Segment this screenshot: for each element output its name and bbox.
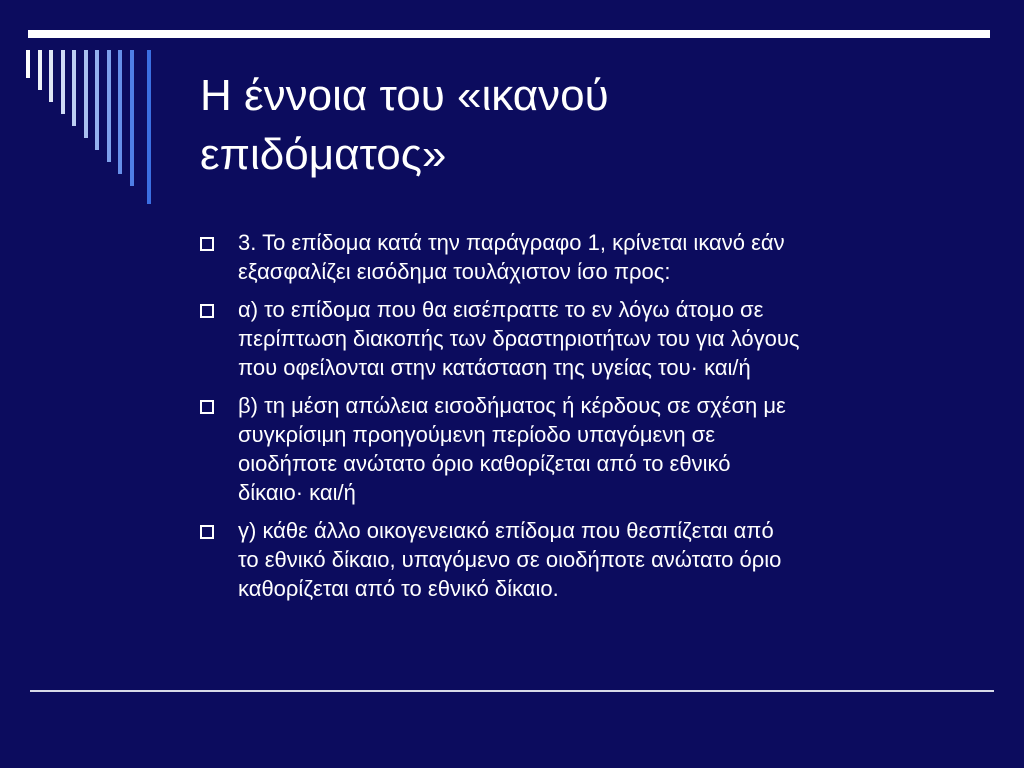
- stripe: [147, 50, 151, 204]
- text-line: β) τη μέση απώλεια εισοδήματος ή κέρδους σε σχέση με: [238, 393, 786, 418]
- square-bullet-icon: [200, 525, 214, 539]
- stripe: [107, 50, 111, 162]
- stripe: [130, 50, 134, 186]
- bullet-text: [238, 516, 978, 603]
- bullet-text: [238, 295, 978, 382]
- list-item: [200, 391, 980, 507]
- text-line: δίκαιο· και/ή: [238, 480, 356, 505]
- stripe: [84, 50, 88, 138]
- text-line: το εθνικό δίκαιο, υπαγόμενο σε οιοδήποτε ανώτατο όριο: [238, 547, 782, 572]
- text-line: γ) κάθε άλλο οικογενειακό επίδομα που θεσπίζεται από: [238, 518, 774, 543]
- stripe: [118, 50, 122, 174]
- text-line: 3. Το επίδομα κατά την παράγραφο 1, κρίνεται ικανό εάν: [238, 230, 785, 255]
- bottom-rule: [30, 690, 994, 692]
- text-line: συγκρίσιμη προηγούμενη περίοδο υπαγόμενη σε: [238, 422, 716, 447]
- list-item: [200, 228, 980, 286]
- stripe: [26, 50, 30, 78]
- bullet-text: [238, 228, 978, 286]
- stripe: [38, 50, 42, 90]
- stripe: [49, 50, 53, 102]
- bullet-list: [200, 228, 980, 612]
- title-line: επιδόματος»: [200, 130, 447, 179]
- stripe: [61, 50, 65, 114]
- title-line: Η έννοια του «ικανού: [200, 71, 609, 120]
- stripe: [72, 50, 76, 126]
- text-line: εξασφαλίζει εισόδημα τουλάχιστον ίσο προς:: [238, 259, 671, 284]
- text-line: καθορίζεται από το εθνικό δίκαιο.: [238, 576, 559, 601]
- stripe: [95, 50, 99, 150]
- square-bullet-icon: [200, 304, 214, 318]
- text-line: α) το επίδομα που θα εισέπραττε το εν λόγω άτομο σε: [238, 297, 764, 322]
- slide-title: [200, 66, 960, 184]
- text-line: που οφείλονται στην κατάσταση της υγείας του· και/ή: [238, 355, 751, 380]
- text-line: περίπτωση διακοπής των δραστηριοτήτων του για λόγους: [238, 326, 800, 351]
- decorative-stripes: [0, 0, 170, 210]
- list-item: [200, 295, 980, 382]
- list-item: [200, 516, 980, 603]
- bullet-text: [238, 391, 978, 507]
- square-bullet-icon: [200, 237, 214, 251]
- top-rule: [28, 30, 990, 38]
- text-line: οιοδήποτε ανώτατο όριο καθορίζεται από το εθνικό: [238, 451, 731, 476]
- square-bullet-icon: [200, 400, 214, 414]
